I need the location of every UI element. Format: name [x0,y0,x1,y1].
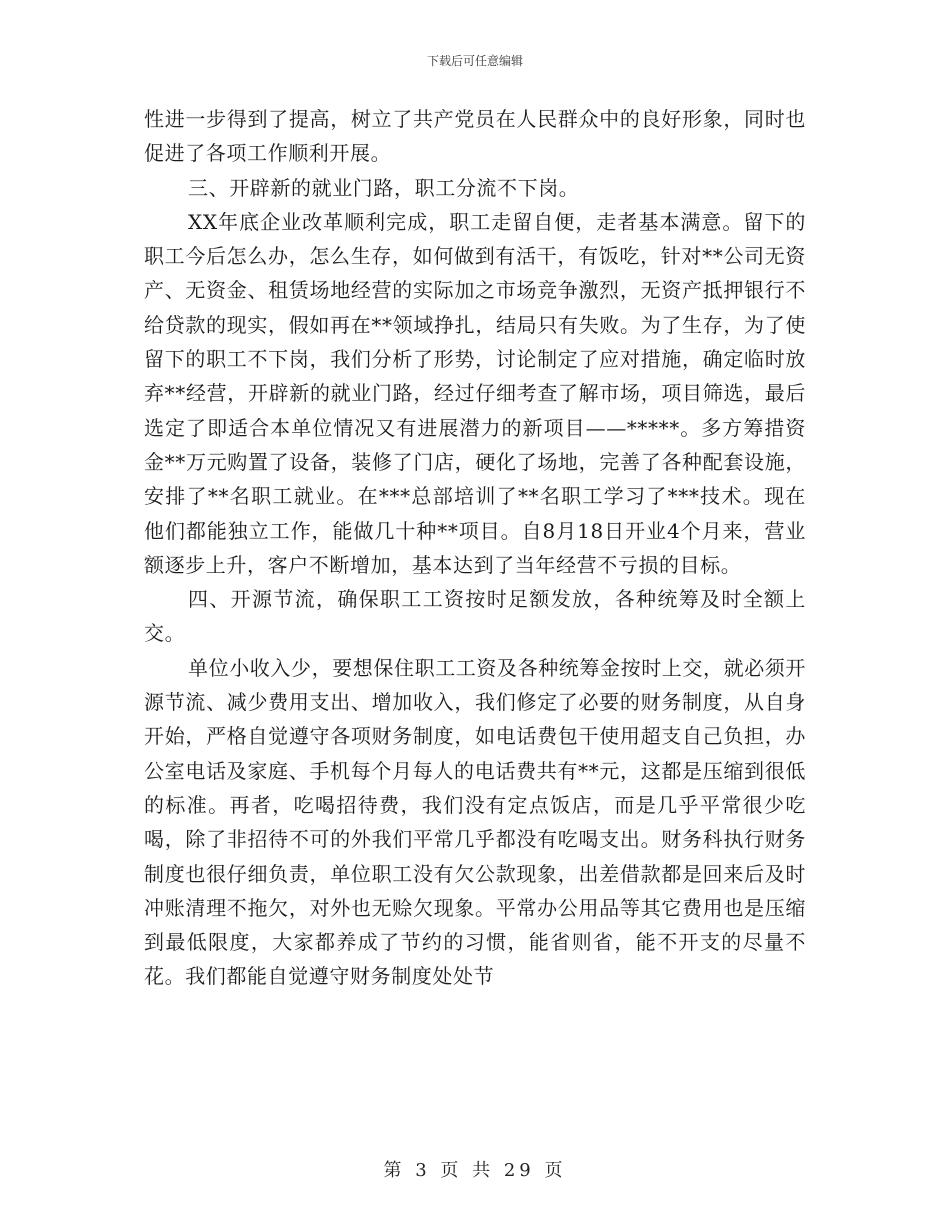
paragraph-employment: XX年底企业改革顺利完成，职工走留自便，走者基本满意。留下的职工今后怎么办，怎么生存，如何做到有活干，有饭吃，针对**公司无资产、无资金、租赁场地经营的实际加之市场竞争激烈，无资产抵押银行不给贷款的现实，假如再在**领域挣扎，结局只有失败。为了生存，为了使留下的职工不下岗，我们分析了形势，讨论制定了应对措施，确定临时放弃**经营，开辟新的就业门路，经过仔细考查了解市场，项目筛选，最后选定了即适合本单位情况又有进展潜力的新项目——*****。多方筹措资金**万元购置了设备，装修了门店，硬化了场地，完善了各种配套设施，安排了**名职工就业。在***总部培训了**名职工学习了***技术。现在他们都能独立工作，能做几十种**项目。自8月18日开业4个月来，营业额逐步上升，客户不断增加，基本达到了当年经营不亏损的目标。 [144,209,806,577]
paragraph-continuation: 性进一步得到了提高，树立了共产党员在人民群众中的良好形象，同时也促进了各项工作顺利开展。 [144,107,806,166]
section-heading-three: 三、开辟新的就业门路，职工分流不下岗。 [188,175,580,200]
document-body [144,102,806,994]
page-number: 第 3 页 共 29 页 [383,1160,567,1181]
paragraph-finance: 单位小收入少，要想保住职工工资及各种统筹金按时上交，就必须开源节流、减少费用支出、增加收入，我们修定了必要的财务制度，从自身开始，严格自觉遵守各项财务制度，如电话费包干使用超支自己负担，办公室电话及家庭、手机每个月每人的电话费共有**元，这都是压缩到很低的标准。再者，吃喝招待费，我们没有定点饭店，而是几乎平常很少吃喝，除了非招待不可的外我们平常几乎都没有吃喝支出。财务科执行财务制度也很仔细负责，单位职工没有欠公款现象，出差借款都是回来后及时冲账清理不拖欠，对外也无赊欠现象。平常办公用品等其它费用也是压缩到最低限度，大家都养成了节约的习惯，能省则省，能不开支的尽量不花。我们都能自觉遵守财务制度处处节 [144,655,806,989]
section-heading-four: 四、开源节流，确保职工工资按时足额发放，各种统筹及时全额上交。 [144,587,806,646]
page-header-note: 下载后可任意编辑 [426,54,523,68]
